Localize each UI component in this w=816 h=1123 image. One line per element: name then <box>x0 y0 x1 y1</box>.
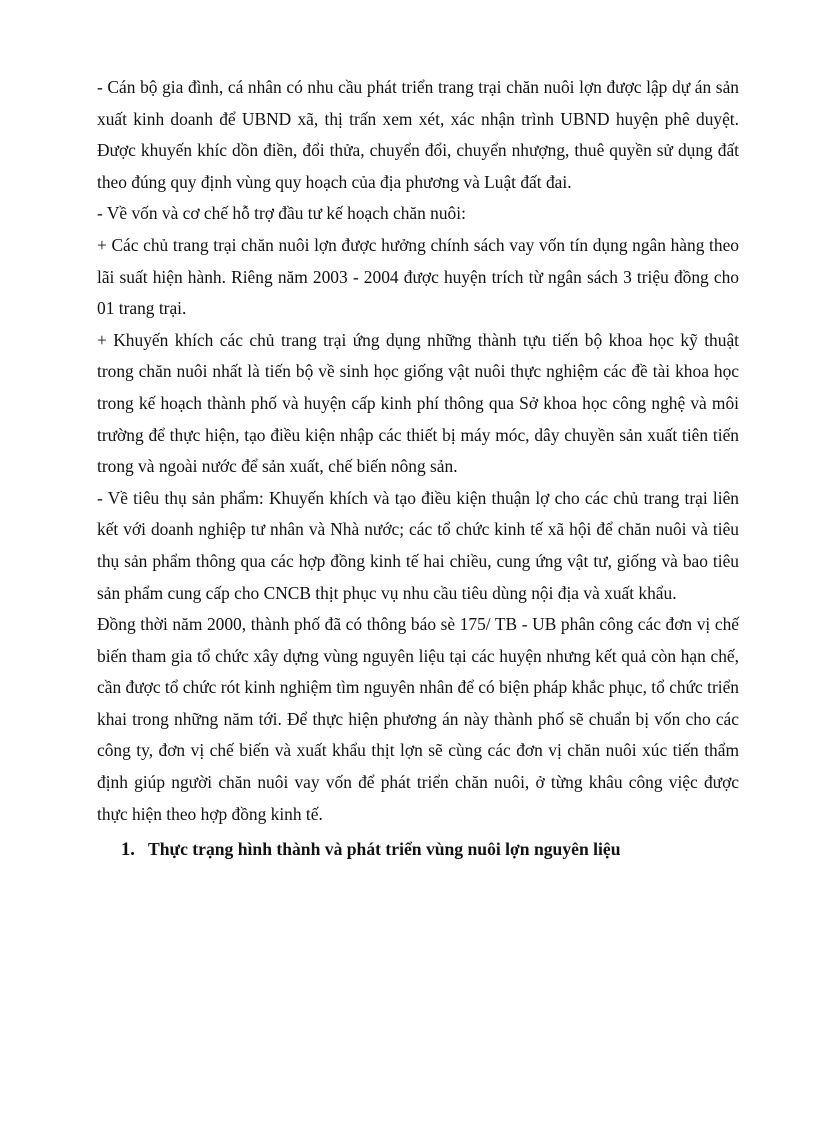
paragraph-land-planning: - Cán bộ gia đình, cá nhân có nhu cầu phát triển trang trại chăn nuôi lợn được lập dự án sản xuất kinh doanh để UBND xã, thị trấn xem xét, xác nhận trình UBND huyện phê duyệt. Được khuyến khíc dồn điền, đổi thửa, chuyển đổi, chuyển nhượng, thuê quyền sử dụng đất theo đúng quy định vùng quy hoạch của địa phương và Luật đất đai. <box>97 77 739 192</box>
section-heading <box>97 834 739 867</box>
section-heading-title: Thực trạng hình thành và phát triển vùng nuôi lợn nguyên liệu <box>148 839 621 860</box>
section-heading-number: 1. <box>121 840 135 861</box>
paragraph-technology: + Khuyến khích các chủ trang trại ứng dụng những thành tựu tiến bộ khoa học kỹ thuật trong chăn nuôi nhất là tiến bộ về sinh học giống vật nuôi thực nghiệm các đề tài khoa học trong kế hoạch thành phố và huyện cấp kinh phí thông qua Sở khoa học công nghệ và môi trường để thực hiện, tạo điều kiện nhập các thiết bị máy móc, dây chuyền sản xuất tiên tiến trong và ngoài nước để sản xuất, chế biến nông sản. <box>97 329 739 477</box>
paragraph-credit-loans: + Các chủ trang trại chăn nuôi lợn được hưởng chính sách vay vốn tín dụng ngân hàng theo lãi suất hiện hành. Riêng năm 2003 - 2004 được huyện trích từ ngân sách 3 triệu đồng cho 01 trang trại. <box>97 234 739 319</box>
paragraph-product-consumption: - Về tiêu thụ sản phẩm: Khuyến khích và tạo điều kiện thuận lợ cho các chủ trang trại liên kết với doanh nghiệp tư nhân và Nhà nước; các tổ chức kinh tế xã hội để chăn nuôi và tiêu thụ sản phẩm thông qua các hợp đồng kinh tế hai chiều, cung ứng vật tư, giống và bao tiêu sản phẩm cung cấp cho CNCB thịt phục vụ nhu cầu tiêu dùng nội địa và xuất khẩu. <box>97 487 739 603</box>
document-page <box>97 72 739 867</box>
paragraph-capital-support: - Về vốn và cơ chế hỗ trợ đầu tư kế hoạch chăn nuôi: <box>97 203 466 224</box>
paragraph-city-notice: Đồng thời năm 2000, thành phố đã có thông báo sè 175/ TB - UB phân công các đơn vị chế biến tham gia tổ chức xây dựng vùng nguyên liệu tại các huyện nhưng kết quả còn hạn chế, cần được tổ chức rót kinh nghiệm tìm nguyên nhân để có biện pháp khắc phục, tổ chức triển khai trong những năm tới. Để thực hiện phương án này thành phố sẽ chuẩn bị vốn cho các công ty, đơn vị chế biến và xuất khẩu thịt lợn sẽ cùng các đơn vị chăn nuôi xúc tiến thẩm định giúp người chăn nuôi vay vốn để phát triển chăn nuôi, ở từng khâu công việc được thực hiện theo hợp đồng kinh tế. <box>97 614 739 824</box>
